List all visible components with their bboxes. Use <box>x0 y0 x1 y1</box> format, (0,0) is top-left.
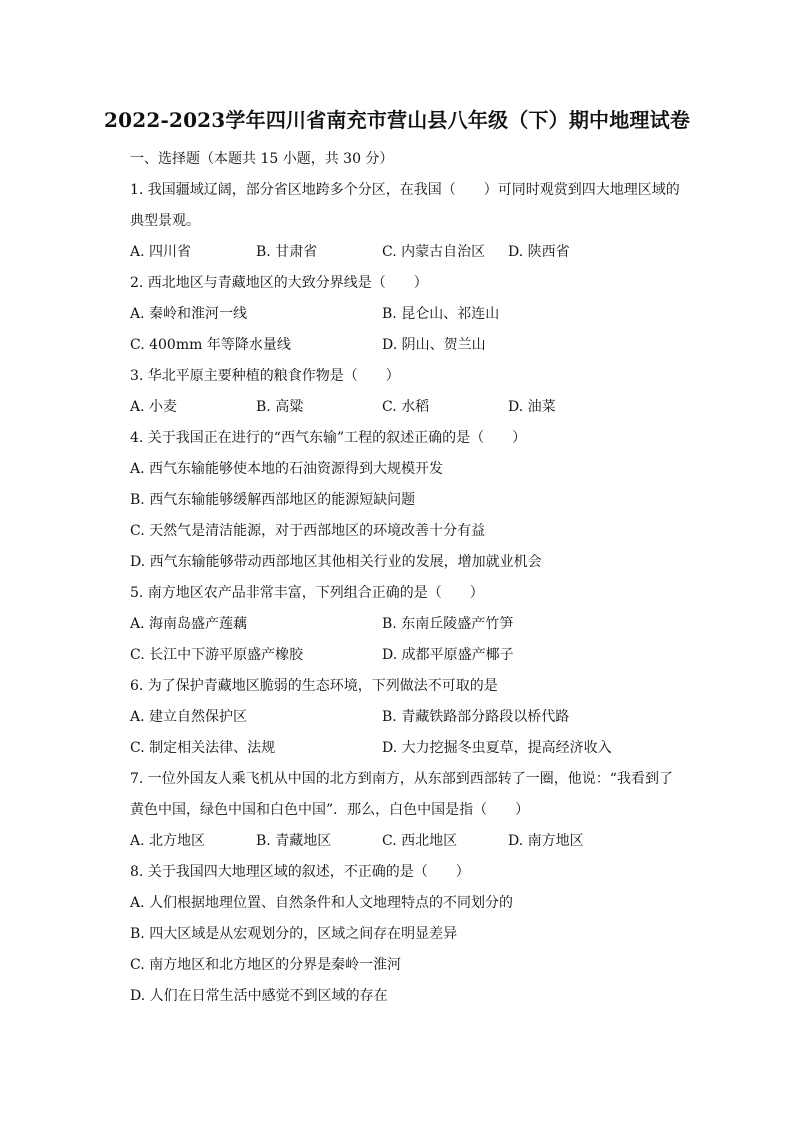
question-7-stem-line-1: 7. 一位外国友人乘飞机从中国的北方到南方，从东部到西部转了一圈，他说：“我看到了 <box>130 771 673 787</box>
question-5-option-b: B. 东南丘陵盛产竹笋 <box>382 616 514 632</box>
question-4-stem: 4. 关于我国正在进行的“西气东输”工程的叙述正确的是（ ） <box>130 430 527 446</box>
question-3-option-b: B. 高粱 <box>256 399 304 415</box>
question-1-stem-line-1: 1. 我国疆域辽阔，部分省区地跨多个分区，在我国（ ）可同时观赏到四大地理区域的 <box>130 182 680 198</box>
question-6-option-a: A. 建立自然保护区 <box>130 709 248 725</box>
question-5-option-d: D. 成都平原盛产椰子 <box>382 647 514 663</box>
question-2-option-c: C. 400mm 年等降水量线 <box>130 337 291 353</box>
question-2-stem: 2. 西北地区与青藏地区的大致分界线是（ ） <box>130 275 428 291</box>
question-7-option-b: B. 青藏地区 <box>256 833 332 849</box>
question-4-option-a: A. 西气东输能够使本地的石油资源得到大规模开发 <box>130 461 444 477</box>
question-6-stem: 6. 为了保护青藏地区脆弱的生态环境，下列做法不可取的是 <box>130 678 498 694</box>
section-heading: 一、选择题（本题共 15 小题，共 30 分） <box>130 151 394 167</box>
exam-title: 2022-2023学年四川省南充市营山县八年级（下）期中地理试卷 <box>103 108 691 132</box>
question-6-option-d: D. 大力挖掘冬虫夏草，提高经济收入 <box>382 740 612 756</box>
question-4-option-d: D. 西气东输能够带动西部地区其他相关行业的发展，增加就业机会 <box>130 554 542 570</box>
question-8-option-d: D. 人们在日常生活中感觉不到区域的存在 <box>130 988 388 1004</box>
question-5-stem: 5. 南方地区农产品非常丰富，下列组合正确的是（ ） <box>130 585 484 601</box>
question-4-option-b: B. 西气东输能够缓解西部地区的能源短缺问题 <box>130 492 416 508</box>
question-5-option-a: A. 海南岛盛产莲藕 <box>130 616 248 632</box>
question-7-option-d: D. 南方地区 <box>508 833 584 849</box>
question-7-option-c: C. 西北地区 <box>382 833 458 849</box>
question-8-option-b: B. 四大区域是从宏观划分的，区域之间存在明显差异 <box>130 926 458 942</box>
question-3-option-c: C. 水稻 <box>382 399 430 415</box>
question-6-option-b: B. 青藏铁路部分路段以桥代路 <box>382 709 570 725</box>
question-5-option-c: C. 长江中下游平原盛产橡胶 <box>130 647 304 663</box>
question-8-option-a: A. 人们根据地理位置、自然条件和人文地理特点的不同划分的 <box>130 895 514 911</box>
question-4-option-c: C. 天然气是清洁能源，对于西部地区的环境改善十分有益 <box>130 523 486 539</box>
question-1-stem-line-2: 典型景观。 <box>130 213 200 229</box>
question-1-option-b: B. 甘肃省 <box>256 244 318 260</box>
question-2-option-d: D. 阴山、贺兰山 <box>382 337 486 353</box>
question-8-option-c: C. 南方地区和北方地区的分界是秦岭一淮河 <box>130 957 402 973</box>
question-2-option-b: B. 昆仑山、祁连山 <box>382 306 500 322</box>
question-7-option-a: A. 北方地区 <box>130 833 206 849</box>
question-3-stem: 3. 华北平原主要种植的粮食作物是（ ） <box>130 368 400 384</box>
question-8-stem: 8. 关于我国四大地理区域的叙述，不正确的是（ ） <box>130 864 470 880</box>
question-1-option-c: C. 内蒙古自治区 <box>382 244 486 260</box>
question-3-option-d: D. 油菜 <box>508 399 556 415</box>
question-6-option-c: C. 制定相关法律、法规 <box>130 740 276 756</box>
question-7-stem-line-2: 黄色中国，绿色中国和白色中国”．那么，白色中国是指（ ） <box>130 802 530 818</box>
question-1-option-a: A. 四川省 <box>130 244 192 260</box>
question-3-option-a: A. 小麦 <box>130 399 178 415</box>
question-2-option-a: A. 秦岭和淮河一线 <box>130 306 248 322</box>
question-1-option-d: D. 陕西省 <box>508 244 570 260</box>
